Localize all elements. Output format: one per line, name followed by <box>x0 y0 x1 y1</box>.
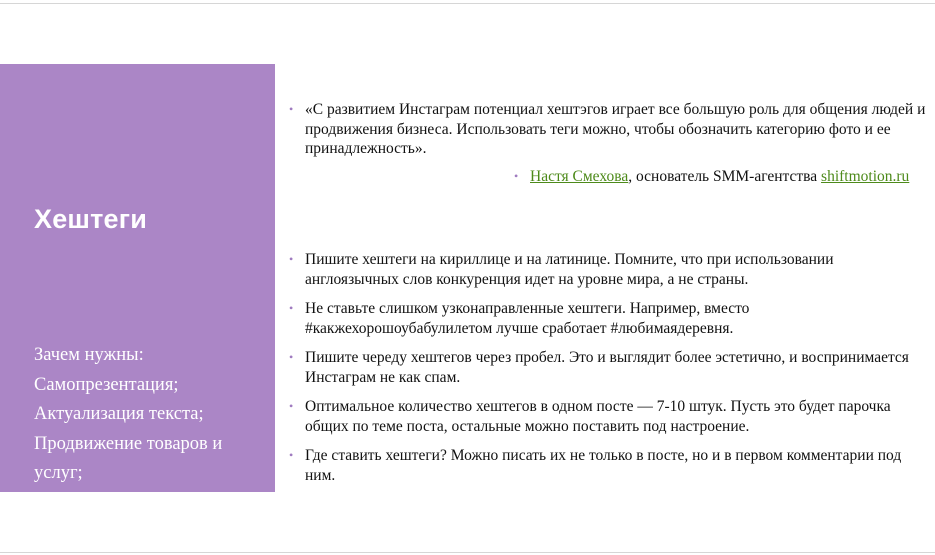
bullet-icon: • <box>289 301 294 315</box>
bullet-icon: • <box>289 399 294 413</box>
author-link[interactable]: Настя Смехова <box>530 168 629 185</box>
quote-text: «С развитием Инстаграм потенциал хештэгов играет все большую роль для общения людей и продвижения бизнеса. Использовать теги можно, чтобы обозначить категорию фото и ее принадлежность». <box>305 101 926 157</box>
agency-link[interactable]: shiftmotion.ru <box>821 168 910 185</box>
tip-item <box>289 250 929 289</box>
bullet-icon: • <box>289 102 294 116</box>
tip-text: Оптимальное количество хештегов в одном посте — 7-10 штук. Пусть это будет парочка общих по теме поста, остальные можно поставить под настроение. <box>305 398 891 435</box>
purpose-item: Актуализация текста; <box>34 404 204 424</box>
title-panel <box>0 64 275 513</box>
purpose-item: Навигация по аккаунту. <box>34 492 219 513</box>
bullet-icon: • <box>514 169 519 183</box>
tips-list <box>289 250 929 495</box>
purpose-item: Продвижение товаров и услуг; <box>34 433 223 483</box>
slide-title: Хештеги <box>34 204 148 234</box>
tip-item <box>289 446 929 485</box>
bullet-icon: • <box>289 448 294 462</box>
bottom-divider <box>0 552 935 553</box>
top-divider <box>0 3 935 4</box>
quote-text-item <box>289 100 929 159</box>
tip-item <box>289 397 929 436</box>
author-role: , основатель SMM-агентства <box>628 168 822 185</box>
tip-text: Где ставить хештеги? Можно писать их не только в посте, но и в первом комментарии под ним. <box>305 447 902 484</box>
bullet-icon: • <box>289 252 294 266</box>
tip-item <box>289 299 929 338</box>
quote-block <box>289 100 929 159</box>
purpose-item: Самопрезентация; <box>34 374 179 395</box>
purpose-item: Зачем нужны: <box>34 345 144 365</box>
tip-text: Не ставьте слишком узконаправленные хештеги. Например, вместо #какжехорошоубабулилетом лучше сработает #любимаядеревня. <box>305 300 750 337</box>
tip-text: Пишите хештеги на кириллице и на латинице. Помните, что при использовании англоязычных слов конкуренция идет на уровне мира, а не страны. <box>305 251 834 288</box>
author-item <box>514 167 934 187</box>
bullet-icon: • <box>289 350 294 364</box>
tip-text: Пишите череду хештегов через пробел. Это и выглядит более эстетично, и воспринимается Инстаграм не как спам. <box>305 349 909 386</box>
purpose-list <box>34 341 264 518</box>
tip-item <box>289 348 929 387</box>
author-block <box>514 167 934 187</box>
